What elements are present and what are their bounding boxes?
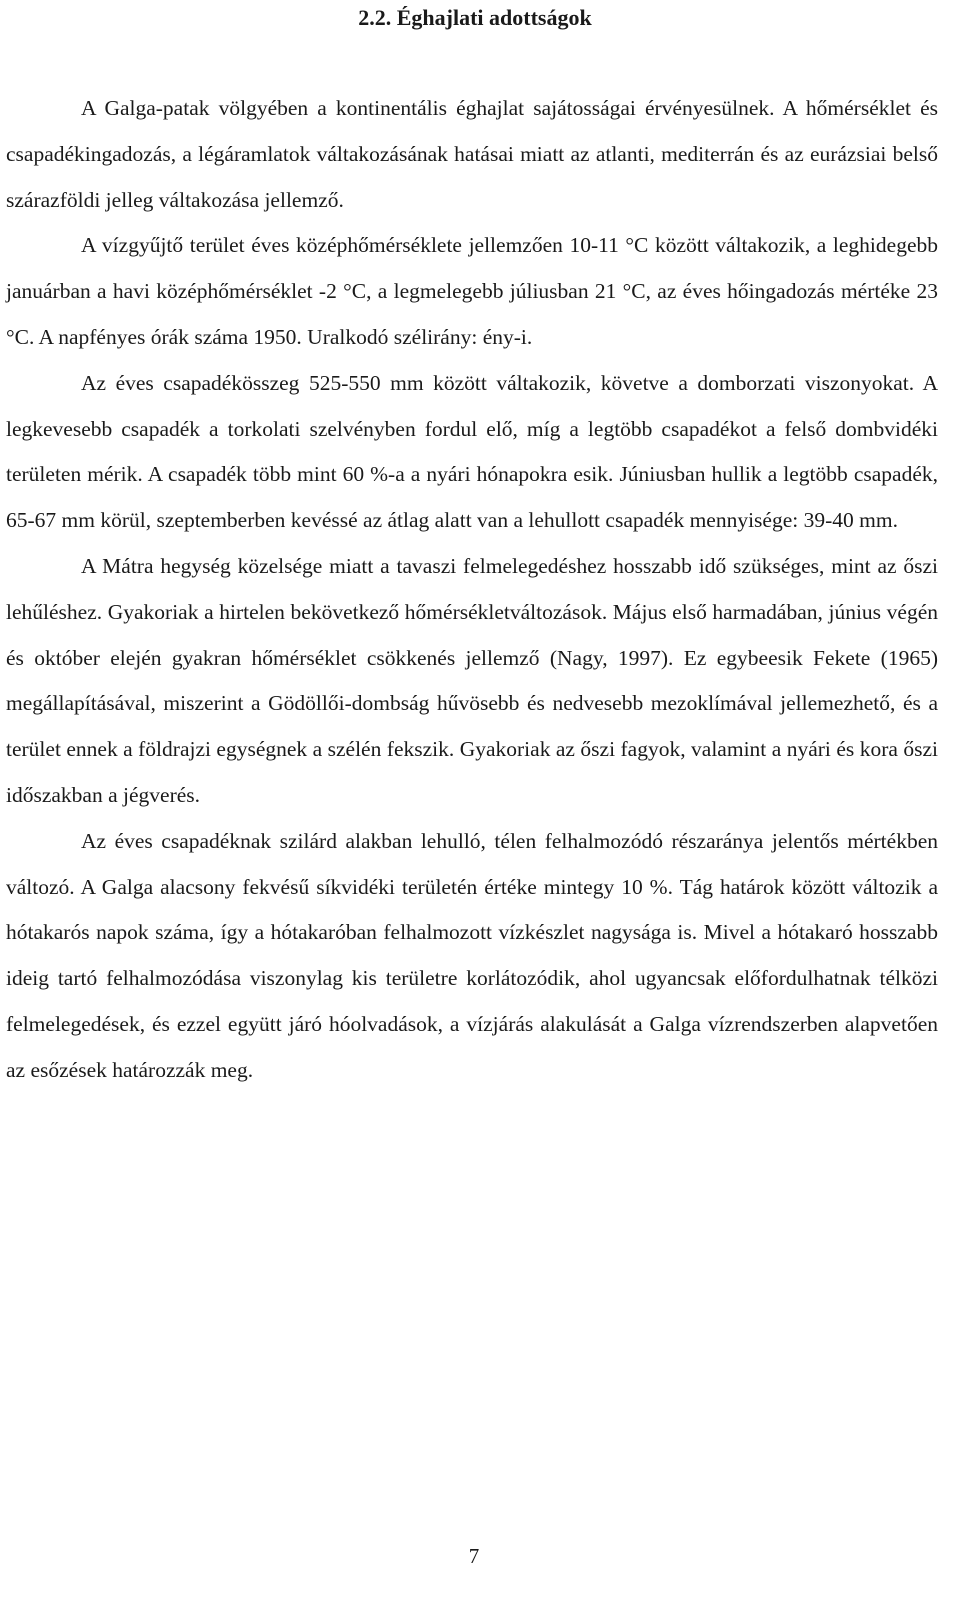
section-heading: 2.2. Éghajlati adottságok bbox=[358, 5, 592, 30]
document-page bbox=[6, 0, 938, 1094]
paragraph-temperature: A vízgyűjtő terület éves középhőmérséklete jellemzően 10-11 °C között váltakozik, a leghidegebb januárban a havi középhőmérséklet -2 °C, a legmelegebb júliusban 21 °C, az éves hőingadozás mértéke 23 °C. A napfényes órák száma 1950. Uralkodó szélirány: ény-i. bbox=[6, 233, 938, 349]
paragraph-matra-influence: A Mátra hegység közelsége miatt a tavaszi felmelegedéshez hosszabb idő szükséges, mint az őszi lehűléshez. Gyakoriak a hirtelen bekövetkező hőmérsékletváltozások. Május első harmadában, június végén és október elején gyakran hőmérséklet csökkenés jellemző (Nagy, 1997). Ez egybeesik Fekete (1965) megállapításával, miszerint a Gödöllői-dombság hűvösebb és nedvesebb mezoklímával jellemezhető, és a terület ennek a földrajzi egységnek a szélén fekszik. Gyakoriak az őszi fagyok, valamint a nyári és kora őszi időszakban a jégverés. bbox=[6, 553, 938, 807]
page-number: 7 bbox=[468, 1544, 480, 1568]
body-text bbox=[6, 86, 938, 1094]
paragraph-climate-intro: A Galga-patak völgyében a kontinentális éghajlat sajátosságai érvényesülnek. A hőmérséklet és csapadékingadozás, a légáramlatok váltakozásának hatásai miatt az atlanti, mediterrán és az eurázsiai belső szárazföldi jelleg váltakozása jellemző. bbox=[6, 96, 938, 212]
paragraph-snow: Az éves csapadéknak szilárd alakban lehulló, télen felhalmozódó részaránya jelentős mértékben változó. A Galga alacsony fekvésű síkvidéki területén értéke mintegy 10 %. Tág határok között változik a hótakarós napok száma, így a hótakaróban felhalmozott vízkészlet nagysága is. Mivel a hótakaró hosszabb ideig tartó felhalmozódása viszonylag kis területre korlátozódik, ahol ugyancsak előfordulhatnak télközi felmelegedések, és ezzel együtt járó hóolvadások, a vízjárás alakulását a Galga vízrendszerben alapvetően az esőzések határozzák meg. bbox=[6, 828, 938, 1082]
paragraph-precipitation: Az éves csapadékösszeg 525-550 mm között váltakozik, követve a domborzati viszonyokat. A legkevesebb csapadék a torkolati szelvényben fordul elő, míg a legtöbb csapadékot a felső dombvidéki területen mérik. A csapadék több mint 60 %-a a nyári hónapokra esik. Júniusban hullik a legtöbb csapadék, 65-67 mm körül, szeptemberben kevéssé az átlag alatt van a lehullott csapadék mennyisége: 39-40 mm. bbox=[6, 370, 938, 533]
